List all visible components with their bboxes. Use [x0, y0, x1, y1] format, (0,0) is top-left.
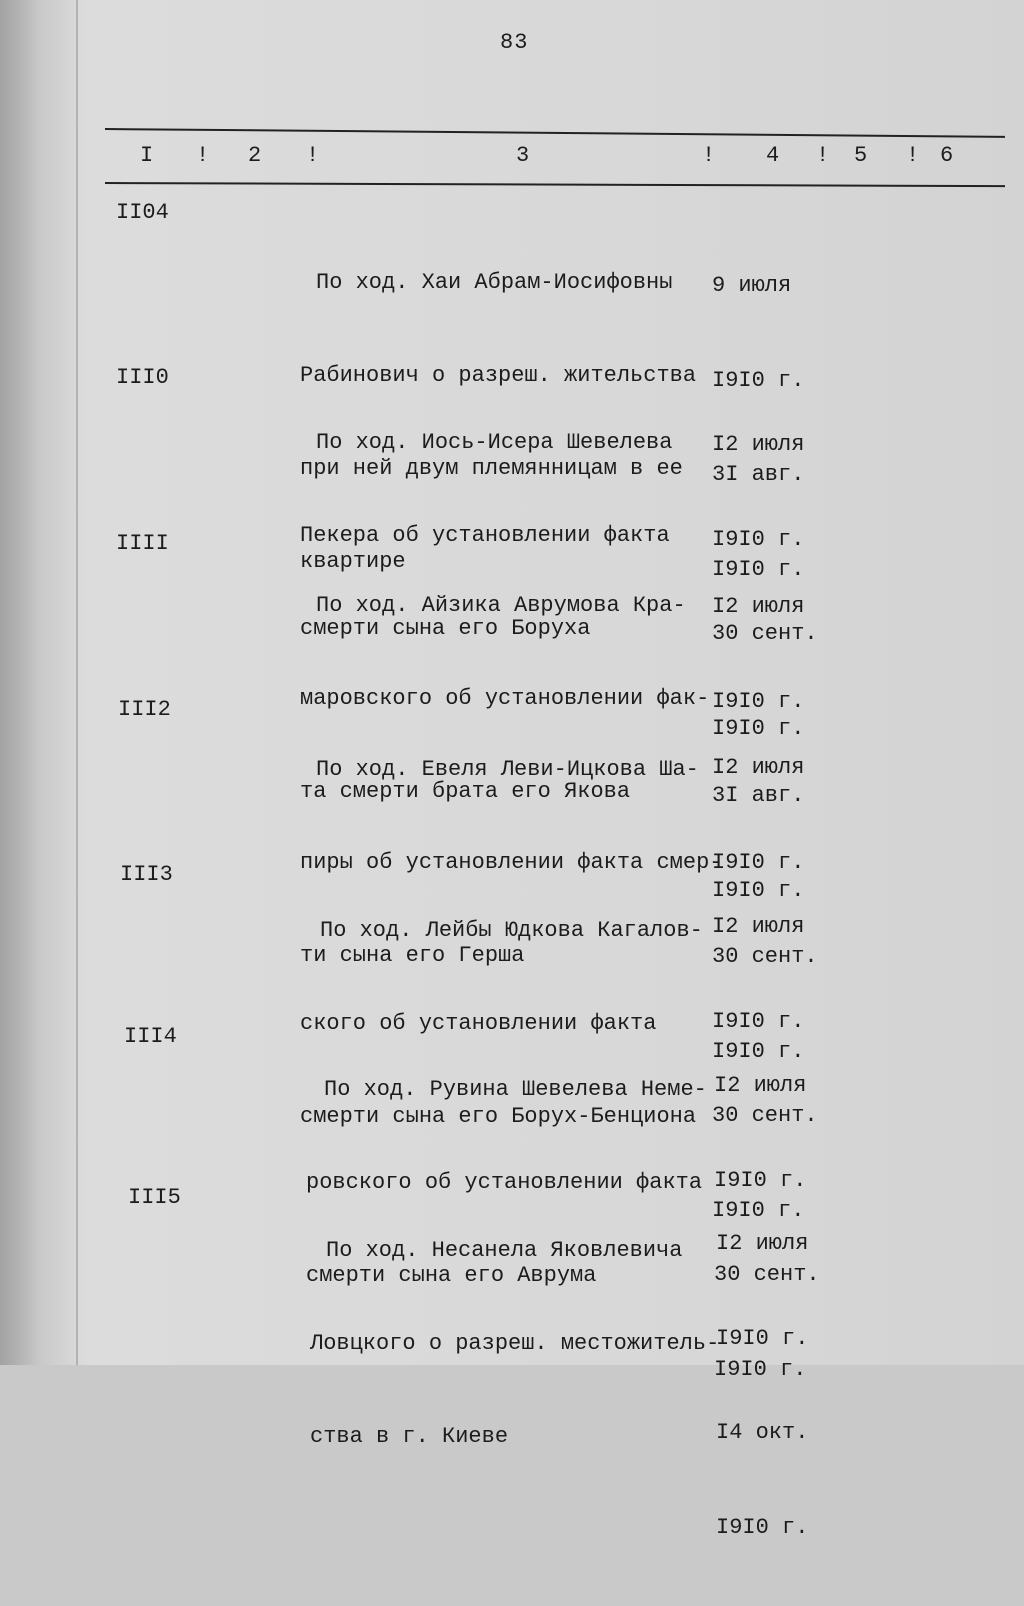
entry-description	[310, 1173, 730, 1514]
page-number: 83	[500, 30, 529, 55]
date-line: I9I0 г.	[712, 849, 805, 875]
date-line: 3I авг.	[712, 462, 805, 487]
description-line: По ход. Лейбы Юдкова Кагалов-	[320, 918, 703, 943]
description-line: смерти сына его Борух-Бенциона	[300, 1104, 697, 1129]
description-line: ства в г. Киеве	[310, 1424, 509, 1449]
entry-number: II04	[116, 200, 169, 225]
date-line: I9I0 г.	[716, 1514, 809, 1540]
date-line: 9 июля	[712, 273, 792, 298]
description-line: ровского об установлении факта	[306, 1170, 703, 1195]
column-header-separator: !	[702, 143, 716, 168]
description-line: маровского об установлении фак-	[300, 686, 710, 711]
date-line: 30 сент.	[712, 621, 818, 646]
description-line: По ход. Евеля Леви-Ицкова Ша-	[316, 757, 699, 782]
date-line: I9I0 г.	[714, 1167, 807, 1193]
entry-number: III3	[120, 862, 173, 887]
column-header-separator: !	[196, 143, 210, 168]
description-line: смерти сына его Аврума	[306, 1263, 597, 1288]
column-header-1: I	[140, 143, 154, 168]
column-header-4: 4	[766, 143, 780, 168]
binding-shadow	[0, 0, 80, 1365]
entry-number: III2	[118, 697, 171, 722]
date-line: I2 июля	[712, 594, 805, 619]
entry-number: III4	[124, 1024, 177, 1049]
date-line: I9I0 г.	[712, 1038, 805, 1064]
description-line: Рабинович о разреш. жительства	[300, 363, 697, 388]
date-line: 3I авг.	[712, 783, 805, 808]
date-line: 30 сент.	[712, 1103, 818, 1128]
description-line: ского об установлении факта	[300, 1011, 657, 1036]
description-line: квартире	[300, 549, 406, 574]
entry-dates	[716, 1165, 836, 1606]
description-line: та смерти брата его Якова	[300, 779, 631, 804]
description-line: ти сына его Герша	[300, 943, 525, 968]
date-line: I2 июля	[712, 914, 805, 939]
header-bottom-rule	[105, 182, 1005, 187]
date-line: 30 сент.	[714, 1262, 820, 1287]
date-line: I9I0 г.	[712, 877, 805, 903]
date-line: I9I0 г.	[712, 1008, 805, 1034]
column-header-3: 3	[516, 143, 530, 168]
date-line: I2 июля	[712, 432, 805, 457]
column-header-separator: !	[306, 143, 320, 168]
date-line: I4 окт.	[716, 1420, 809, 1445]
date-line: I9I0 г.	[712, 715, 805, 741]
description-line: По ход. Несанела Яковлевича	[326, 1238, 683, 1263]
description-line: По ход. Рувина Шевелева Неме-	[324, 1077, 707, 1102]
date-line: I2 июля	[712, 755, 805, 780]
column-header-2: 2	[248, 143, 262, 168]
description-line: По ход. Хаи Абрам-Иосифовны	[316, 270, 673, 295]
description-line: при ней двум племянницам в ее	[300, 456, 683, 481]
date-line: I9I0 г.	[716, 1325, 809, 1351]
column-header-separator: !	[906, 143, 920, 168]
date-line: I9I0 г.	[712, 367, 805, 393]
date-line: I9I0 г.	[712, 688, 805, 714]
date-line: I9I0 г.	[712, 556, 805, 582]
date-line: 30 сент.	[712, 944, 818, 969]
description-line: По ход. Иось-Исера Шевелева	[316, 430, 673, 455]
date-line: I2 июля	[716, 1231, 809, 1256]
description-line: пиры об установлении факта смер-	[300, 850, 723, 875]
date-line: I2 июля	[714, 1073, 807, 1098]
description-line: Ловцкого о разреш. местожитель-	[310, 1331, 720, 1356]
entry-number: III5	[128, 1185, 181, 1210]
date-line: I9I0 г.	[712, 526, 805, 552]
description-line: смерти сына его Боруха	[300, 616, 591, 641]
description-line: Пекера об установлении факта	[300, 523, 670, 548]
column-header-5: 5	[854, 143, 868, 168]
date-line: I9I0 г.	[712, 1197, 805, 1223]
entry-number: III0	[116, 365, 169, 390]
entry-number: IIII	[116, 531, 169, 556]
column-header-6: 6	[940, 143, 954, 168]
description-line: По ход. Айзика Аврумова Кра-	[316, 593, 686, 618]
binding-edge	[76, 0, 78, 1365]
header-top-rule	[105, 128, 1005, 138]
column-header-separator: !	[816, 143, 830, 168]
date-line: I9I0 г.	[714, 1356, 807, 1382]
